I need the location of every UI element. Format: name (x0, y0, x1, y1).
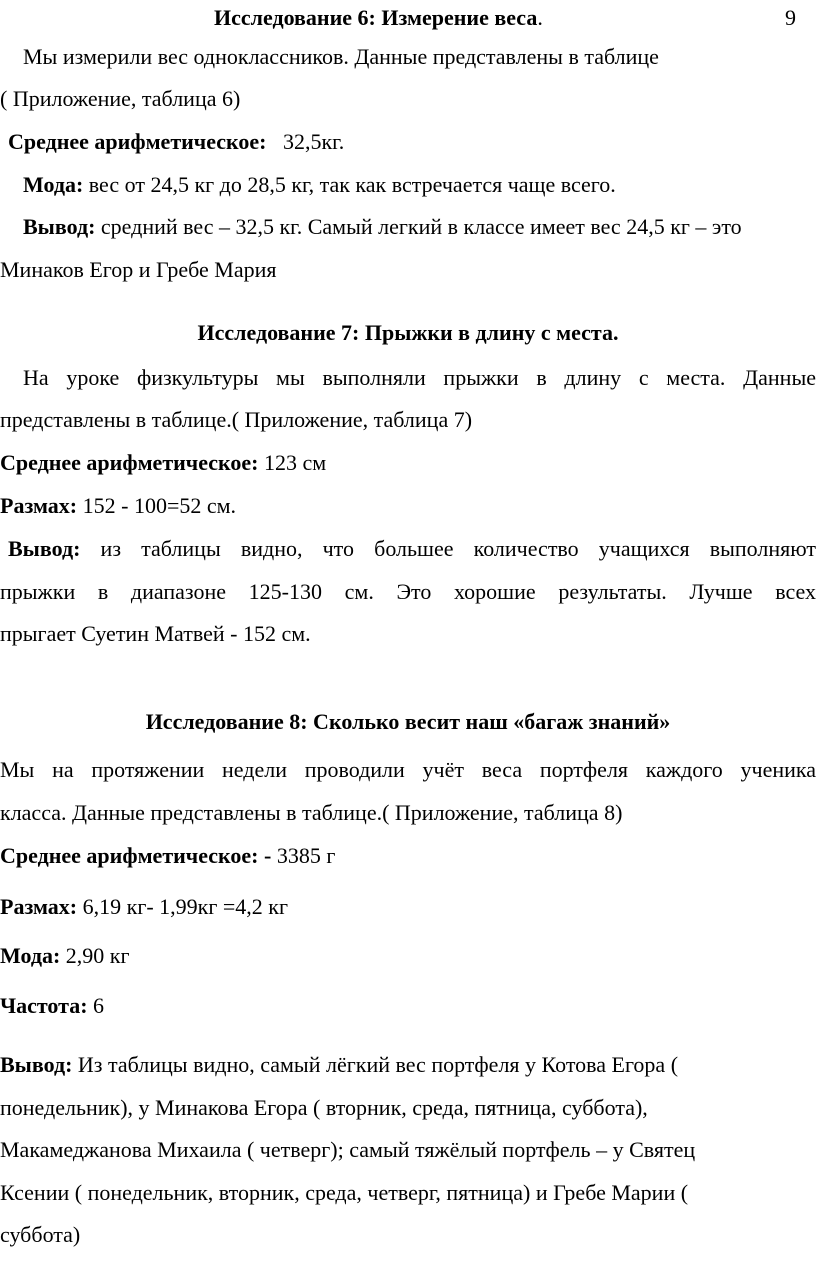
section-8-frequency-value: 6 (93, 993, 105, 1018)
section-6-conclusion-line-2: Минаков Егор и Гребе Мария (0, 257, 277, 282)
section-8-range-value: 6,19 кг- 1,99кг =4,2 кг (82, 894, 289, 919)
section-7-mean (0, 449, 326, 477)
section-8-range-label: Размах: (0, 894, 78, 919)
section-6-title-text: Исследование 6: Измерение веса (214, 5, 538, 30)
section-8-frequency (0, 992, 104, 1020)
section-6-conclusion-line-1 (23, 213, 816, 241)
section-6-mean (8, 128, 344, 156)
section-8-conclusion-line-4: Ксении ( понедельник, вторник, среда, четверг, пятница) и Гребе Марии ( (0, 1180, 689, 1205)
section-6-mean-label: Среднее арифметическое: (8, 129, 267, 154)
section-7-title (0, 319, 816, 347)
section-7-title-text: Исследование 7: Прыжки в длину с места. (197, 320, 619, 345)
section-6-mean-value: 32,5кг. (282, 129, 345, 154)
section-8-conclusion-text-1: Из таблицы видно, самый лёгкий вес портфеля у Котова Егора ( (77, 1052, 679, 1077)
section-8-conclusion-line-3: Макамеджанова Михаила ( четверг); самый тяжёлый портфель – у Святец (0, 1137, 696, 1162)
section-7-mean-value: 123 см (263, 450, 327, 475)
section-8-conclusion-line-1 (0, 1051, 678, 1079)
section-7-conclusion-line-3: прыгает Суетин Матвей - 152 см. (0, 621, 311, 646)
section-7-range (0, 492, 236, 520)
section-6-conclusion-label: Вывод: (23, 214, 96, 239)
section-8-intro-line-1: Мы на протяжении недели проводили учёт веса портфеля каждого ученика (0, 757, 816, 782)
section-7-range-label: Размах: (0, 493, 78, 518)
section-8-range (0, 893, 288, 921)
section-7-conclusion-line-1 (8, 535, 816, 563)
section-6-mode-value: вес от 24,5 кг до 28,5 кг, так как встречается чаще всего. (88, 172, 616, 197)
section-8-conclusion-label: Вывод: (0, 1052, 73, 1077)
section-8-frequency-label: Частота: (0, 993, 88, 1018)
section-6-conclusion-text-1: средний вес – 32,5 кг. Самый легкий в классе имеет вес 24,5 кг – это (100, 214, 742, 239)
section-8-title (0, 708, 816, 736)
section-8-intro-line-2: класса. Данные представлены в таблице.( Приложение, таблица 8) (0, 800, 623, 825)
section-8-conclusion-line-5: суббота) (0, 1222, 81, 1247)
section-8-mean-label: Среднее арифметическое: - (0, 843, 272, 868)
section-8-mode-value: 2,90 кг (65, 943, 130, 968)
section-6-mode (23, 171, 616, 199)
section-7-intro-line-1: На уроке физкультуры мы выполняли прыжки в длину с места. Данные (23, 365, 816, 390)
section-7-mean-label: Среднее арифметическое: (0, 450, 259, 475)
section-7-range-value: 152 - 100=52 см. (82, 493, 237, 518)
section-7-conclusion-label: Вывод: (8, 536, 81, 561)
page-number: 9 (785, 5, 796, 30)
section-6-intro-line-1: Мы измерили вес одноклассников. Данные представлены в таблице (23, 44, 659, 69)
section-6-intro-line-2: ( Приложение, таблица 6) (0, 86, 241, 111)
section-8-mean (0, 842, 335, 870)
section-8-mean-value: 3385 г (276, 843, 336, 868)
section-6-title (214, 4, 543, 32)
section-8-mode (0, 942, 130, 970)
section-7-conclusion-line-2: прыжки в диапазоне 125-130 см. Это хорошие результаты. Лучше всех (0, 579, 816, 604)
section-6-title-dot: . (537, 5, 543, 30)
section-8-mode-label: Мода: (0, 943, 61, 968)
section-7-conclusion-text-1: из таблицы видно, что большее количество учащихся выполняют (100, 536, 816, 561)
section-6-mode-label: Мода: (23, 172, 84, 197)
section-7-intro-line-2: представлены в таблице.( Приложение, таблица 7) (0, 407, 473, 432)
section-8-conclusion-line-2: понедельник), у Минакова Егора ( вторник, среда, пятница, суббота), (0, 1095, 648, 1120)
section-8-title-text: Исследование 8: Сколько весит наш «багаж знаний» (145, 709, 671, 734)
